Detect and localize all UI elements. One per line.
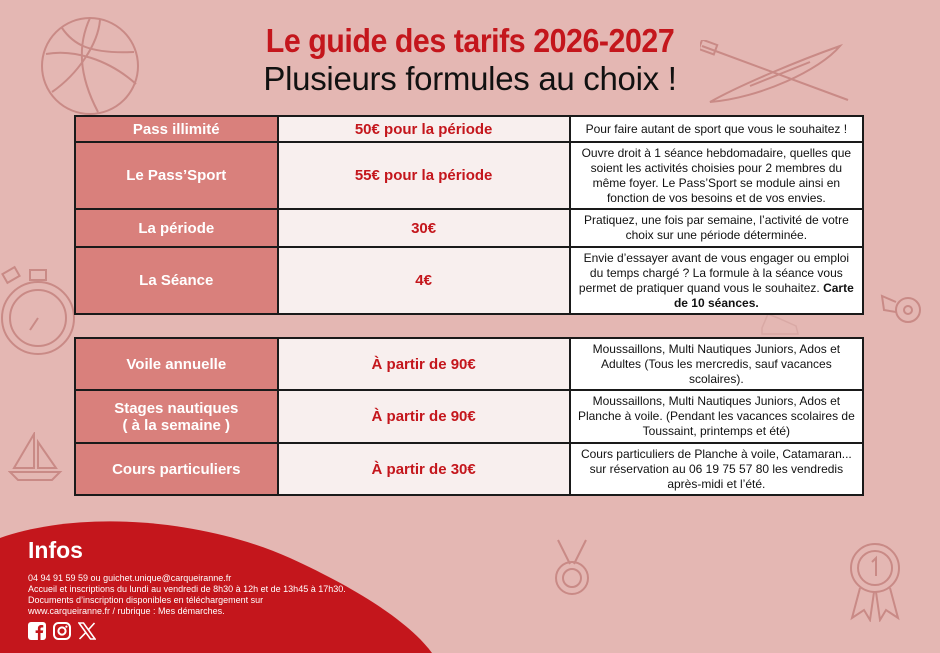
formula-description: Ouvre droit à 1 séance hebdomadaire, quelles que soient les activités choisies pour 2 membres du même foyer. Le Pass’Sport se module ainsi en fonction de vos besoins et de vos envies. [570,142,863,209]
nautical-description: Moussaillons, Multi Nautiques Juniors, Ados et Adultes (Tous les mercredis, sauf vacances scolaires). [570,338,863,390]
sailboat-icon [8,432,64,482]
formula-price: 30€ [278,209,570,247]
award-rosette-icon [840,540,910,622]
formula-description: Pratiquez, une fois par semaine, l’activité de votre choix sur une période déterminée. [570,209,863,247]
nautical-name: Voile annuelle [75,338,278,390]
formula-description-bold: Carte de 10 séances. [673,280,854,310]
stopwatch-icon [0,262,80,362]
infos-title: Infos [28,537,83,563]
formula-price: 55€ pour la période [278,142,570,209]
nautical-table [74,337,864,496]
table-row [75,338,863,390]
table-row [75,116,863,142]
formula-price: 4€ [278,247,570,314]
nautical-description: Cours particuliers de Planche à voile, Catamaran... sur réservation au 06 19 75 57 80 les vendredis après-midi et l’été. [570,443,863,495]
facebook-icon[interactable] [28,622,46,640]
infos-hours: Accueil et inscriptions du lundi au vendredi de 8h30 à 12h et de 13h45 à 17h30. [28,584,346,594]
table-row [75,390,863,443]
formulas-table [74,115,864,315]
infos-text [28,573,388,617]
formula-description-text: Envie d’essayer avant de vous engager ou emploi du temps chargé ? La formule à la séance vous permet de pratiquer quand vous le souhaitez. [578,250,850,295]
infos-documents: Documents d’inscription disponibles en téléchargement sur [28,595,264,605]
table-row [75,142,863,209]
formula-description: Pour faire autant de sport que vous le souhaitez ! [570,116,863,142]
table-row [75,443,863,495]
nautical-name-line2: ( à la semaine ) [122,416,231,434]
formula-price: 50€ pour la période [278,116,570,142]
nautical-price: À partir de 30€ [278,443,570,495]
table-row [75,247,863,314]
page-subtitle: Plusieurs formules au choix ! [263,60,677,97]
instagram-icon[interactable] [53,622,71,640]
whistle-icon [880,288,930,328]
formula-name: La Séance [75,247,278,314]
infos-website[interactable]: www.carqueiranne.fr / rubrique : Mes démarches. [28,606,225,616]
formula-name: Le Pass’Sport [75,142,278,209]
x-icon[interactable] [78,622,96,640]
table-row [75,209,863,247]
nautical-name-line1: Stages nautiques [114,399,239,417]
nautical-price: À partir de 90€ [278,390,570,443]
nautical-name: Cours particuliers [75,443,278,495]
nautical-price: À partir de 90€ [278,338,570,390]
infos-contact[interactable]: 04 94 91 59 59 ou guichet.unique@carqueiranne.fr [28,573,232,583]
medal-icon [550,538,594,602]
formula-description [570,247,863,314]
formula-name: Pass illimité [75,116,278,142]
formula-name: La période [75,209,278,247]
page-title: Le guide des tarifs 2026-2027 [265,22,675,59]
nautical-name [75,390,278,443]
nautical-description: Moussaillons, Multi Nautiques Juniors, Ados et Planche à voile. (Pendant les vacances scolaires de Toussaint, printemps et été) [570,390,863,443]
